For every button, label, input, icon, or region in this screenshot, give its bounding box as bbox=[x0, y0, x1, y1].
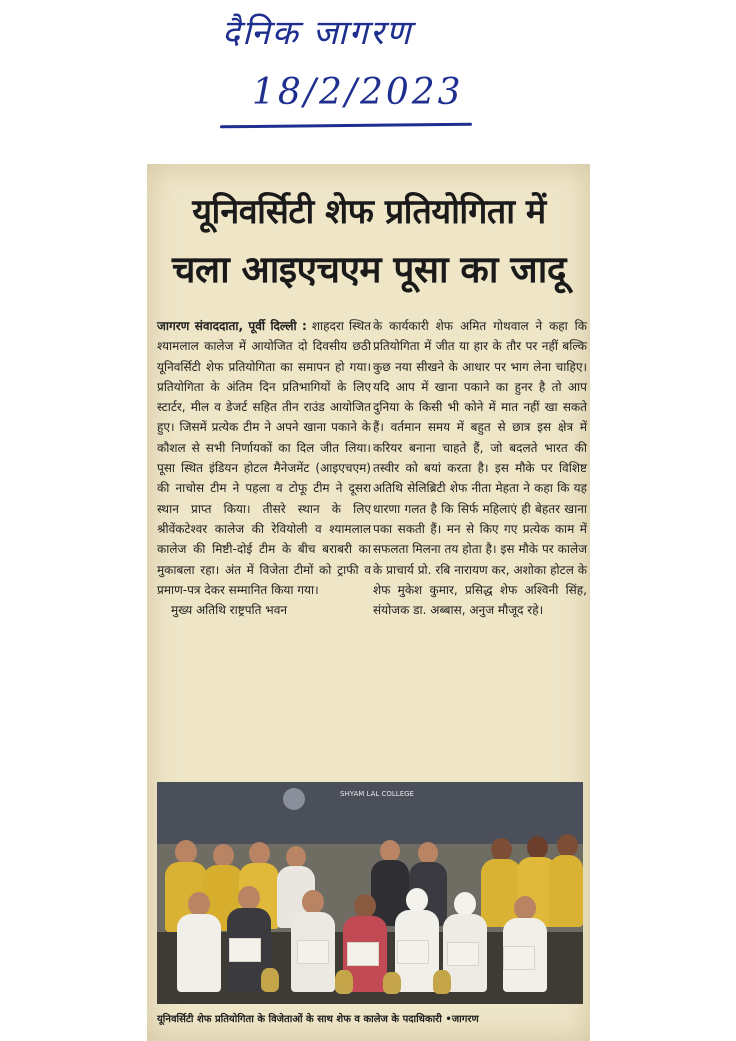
headline-line-1: यूनिवर्सिटी शेफ प्रतियोगिता में bbox=[192, 192, 546, 232]
college-logo-icon bbox=[283, 788, 305, 810]
article-column-left bbox=[157, 316, 371, 620]
handwritten-note bbox=[0, 0, 736, 150]
article-column-right bbox=[373, 316, 587, 620]
handwritten-underline bbox=[220, 123, 472, 129]
article-byline: जागरण संवाददाता, पूर्वी दिल्ली : bbox=[157, 319, 307, 333]
handwritten-date: 18/2/2023 bbox=[252, 72, 464, 113]
newspaper-clipping bbox=[147, 164, 590, 1041]
column-left-body: शाहदरा स्थित श्यामलाल कालेज में आयोजित दो दिवसीय छठी यूनिवर्सिटी शेफ प्रतियोगिता का समापन हो गया। प्रतियोगिता के अंतिम दिन प्रतिभागियों के लिए स्टार्टर, मील व डेजर्ट सहित तीन राउंड आयोजित हुए। जिसमें प्रत्येक टीम ने अपने खाना पकाने के कौशल से सभी निर्णायकों का दिल जीत लिया। पूसा स्थित इंडियन होटल मैनेजमेंट (आइएचएम) की नाचोस टीम ने पहला व टोफू टीम ने दूसरा स्थान प्राप्त किया। तीसरे स्थान के लिए श्रीवेंकटेश्वर कालेज की रेवियोली व श्यामलाल कालेज की मिष्टी-दोई टीम के बीच बराबरी का मुकाबला रहा। अंत में विजेता टीमों को ट्राफी व प्रमाण-पत्र देकर सम्मानित किया गया। bbox=[157, 319, 371, 597]
certificate bbox=[347, 942, 379, 966]
column-right-body: के कार्यकारी शेफ अमित गोथवाल ने कहा कि प्रतियोगिता में जीत या हार के तौर पर नहीं बल्कि कुछ नया सीखने के आधार पर भाग लेना चाहिए। यदि आप में खाना पकाने का हुनर है तो आप दुनिया के किसी भी कोने में मात नहीं खा सकते हैं। वर्तमान समय में बहुत से छात्र इस क्षेत्र में करियर बनाना चाहते हैं, जो बदलते भारत की तस्वीर को बयां करता है। इस मौके पर विशिष्ट अतिथि सेलिब्रिटी शेफ नीता मेहता ने कहा कि यह धारणा गलत है कि सिर्फ महिलाएं ही बेहतर खाना पका सकती हैं। मन से किए गए प्रत्येक काम में सफलता मिलना तय होता है। इस मौके पर कालेज के प्राचार्य प्रो. रबि नारायण कर, अशोका होटल के शेफ मुकेश कुमार, प्रसिद्ध शेफ अश्विनी सिंह, संयोजक डा. अब्बास, अनुज मौजूद रहे। bbox=[373, 319, 587, 618]
handwritten-newspaper-name: दैनिक जागरण bbox=[222, 13, 413, 53]
certificate bbox=[297, 940, 329, 964]
article-headline bbox=[155, 188, 583, 296]
column-left-last: मुख्य अतिथि राष्ट्रपति भवन bbox=[171, 603, 288, 618]
trophy-icon bbox=[335, 970, 353, 994]
headline-line-2: चला आइएचएम पूसा का जादू bbox=[171, 248, 566, 291]
trophy-icon bbox=[433, 970, 451, 994]
certificate bbox=[503, 946, 535, 970]
photo-banner bbox=[157, 782, 583, 844]
trophy-icon bbox=[261, 968, 279, 992]
certificate bbox=[229, 938, 261, 962]
banner-text: SHYAM LAL COLLEGE bbox=[340, 790, 414, 798]
photo-caption: यूनिवर्सिटी शेफ प्रतियोगिता के विजेताओं के साथ शेफ व कालेज के पदाधिकारी •जागरण bbox=[157, 1014, 479, 1025]
trophy-icon bbox=[383, 972, 401, 994]
certificate bbox=[447, 942, 479, 966]
certificate bbox=[397, 940, 429, 964]
article-photo bbox=[157, 782, 583, 1004]
